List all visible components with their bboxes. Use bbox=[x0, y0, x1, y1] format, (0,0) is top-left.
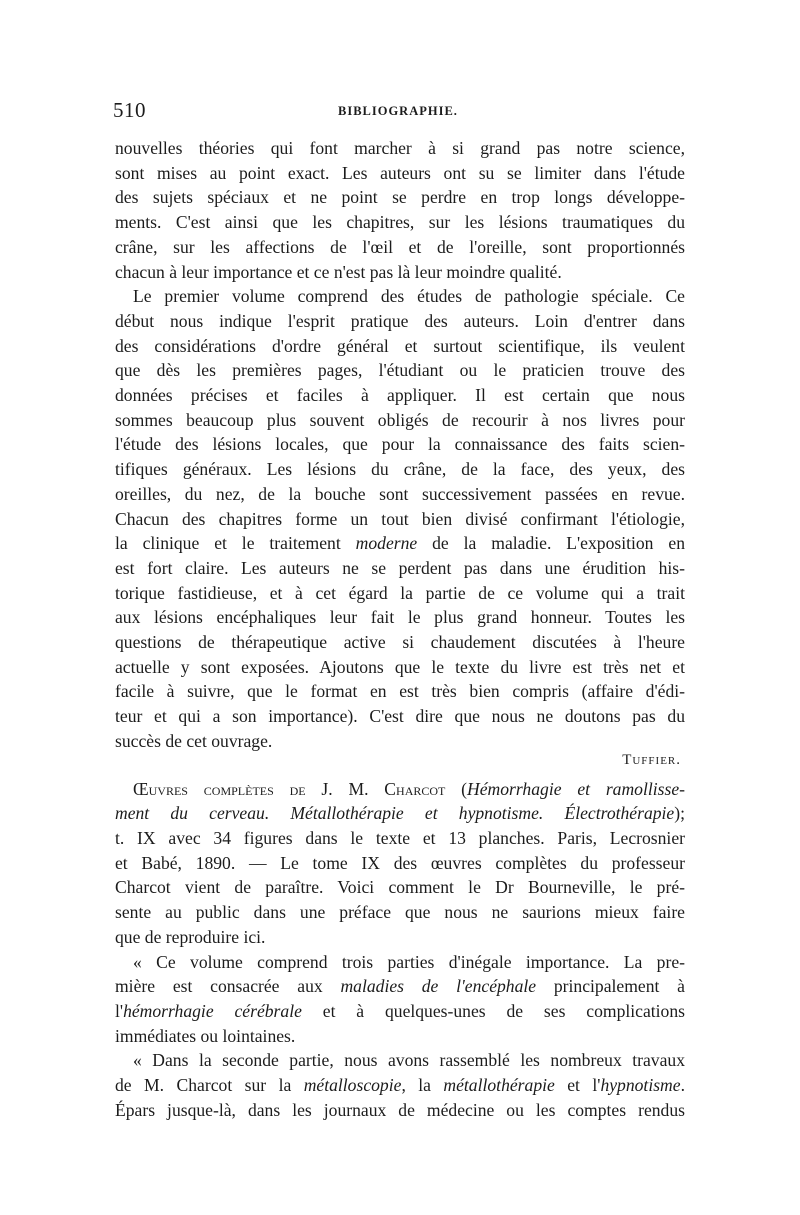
emphasis: hypnotisme bbox=[600, 1075, 681, 1096]
text-line: données précises et faciles à appliquer. Il est certain que nous bbox=[115, 385, 685, 406]
text-line: immédiates ou lointaines. bbox=[115, 1025, 296, 1046]
text-run: ( bbox=[445, 778, 468, 799]
text-run: et l' bbox=[554, 1075, 601, 1096]
page bbox=[115, 98, 685, 1122]
text-line: sommes beaucoup plus souvent obligés de recourir à nos livres pour bbox=[115, 409, 685, 430]
running-head: BIBLIOGRAPHIE. bbox=[338, 104, 458, 118]
text-line: que dès les premières pages, l'étudiant ou le praticien trouve des bbox=[115, 360, 685, 381]
emphasis: moderne bbox=[355, 533, 418, 554]
text-line: torique fastidieuse, et à cet égard la partie de ce volume qui a trait bbox=[115, 582, 685, 603]
text-line bbox=[115, 531, 685, 556]
text-line: « Dans la seconde partie, nous avons rassemblé les nombreux travaux bbox=[133, 1050, 685, 1071]
text-line: l'étude des lésions locales, que pour la connaissance des faits scien- bbox=[115, 434, 685, 455]
text-line: que de reproduire ici. bbox=[115, 926, 266, 947]
text-line: Épars jusque-là, dans les journaux de médecine ou les comptes rendus bbox=[115, 1099, 685, 1120]
text-line: questions de thérapeutique active si chaudement discutées à l'heure bbox=[115, 632, 685, 653]
text-line: facile à suivre, que le format en est très bien compris (affaire d'édi- bbox=[115, 681, 685, 702]
review-1 bbox=[115, 136, 685, 754]
text-line bbox=[115, 1073, 685, 1098]
text-line: sente au public dans une préface que nous ne saurions mieux faire bbox=[115, 902, 685, 923]
text-run: l' bbox=[115, 1000, 124, 1021]
text-run: principalement à bbox=[536, 976, 685, 997]
text-line: succès de cet ouvrage. bbox=[115, 730, 273, 751]
text-line: et Babé, 1890. — Le tome IX des œuvres complètes du professeur bbox=[115, 852, 685, 873]
text-line: chacun à leur importance et ce n'est pas là leur moindre qualité. bbox=[115, 261, 562, 282]
text-run: et à quelques-unes de ses complications bbox=[301, 1000, 685, 1021]
text-line: sont mises au point exact. Les auteurs ont su se limiter dans l'étude bbox=[115, 162, 685, 183]
text-line: tifiques généraux. Les lésions du crâne, de la face, des yeux, des bbox=[115, 459, 685, 480]
page-header bbox=[115, 98, 685, 126]
text-line: oreilles, du nez, de la bouche sont successivement passées en revue. bbox=[115, 483, 685, 504]
text-line: des sujets spéciaux et ne point se perdre en trop longs développe- bbox=[115, 187, 685, 208]
review-2 bbox=[115, 777, 685, 1123]
text-line bbox=[115, 974, 685, 999]
emphasis: métalloscopie bbox=[303, 1075, 402, 1096]
text-line: actuelle y sont exposées. Ajoutons que le texte du livre est très net et bbox=[115, 656, 685, 677]
text-line: t. IX avec 34 figures dans le texte et 13 planches. Paris, Lecrosnier bbox=[115, 827, 685, 848]
text-line: Le premier volume comprend des études de pathologie spéciale. Ce bbox=[133, 286, 685, 307]
text-run: ); bbox=[674, 803, 685, 824]
text-line: teur et qui a son importance). C'est dire que nous ne doutons pas du bbox=[115, 706, 685, 727]
text-line: crâne, sur les affections de l'œil et de l'oreille, sont proportionnés bbox=[115, 236, 685, 257]
text-run: , la bbox=[401, 1075, 444, 1096]
text-line: est fort claire. Les auteurs ne se perdent pas dans une érudition his- bbox=[115, 557, 685, 578]
emphasis: métallothérapie bbox=[443, 1075, 555, 1096]
text-line: ments. C'est ainsi que les chapitres, sur les lésions traumatiques du bbox=[115, 212, 685, 233]
emphasis: maladies de l'encéphale bbox=[340, 976, 537, 997]
text-run: de la maladie. L'exposition en bbox=[417, 533, 685, 554]
text-line: début nous indique l'esprit pratique des auteurs. Loin d'entrer dans bbox=[115, 310, 685, 331]
text-line: des considérations d'ordre général et surtout scientifique, ils veulent bbox=[115, 335, 685, 356]
emphasis: ment du cerveau. Métallothérapie et hypnotisme. Électrothérapie bbox=[115, 803, 675, 824]
emphasis: hémorrhagie cérébrale bbox=[123, 1000, 302, 1021]
text-run: . bbox=[680, 1075, 685, 1096]
book-title: Œuvres complètes de J. M. Charcot bbox=[133, 778, 446, 799]
text-line: Chacun des chapitres forme un tout bien divisé confirmant l'étiologie, bbox=[115, 508, 685, 529]
emphasis: Hémorrhagie et ramollisse- bbox=[467, 778, 685, 799]
text-line: Charcot vient de paraître. Voici comment le Dr Bourneville, le pré- bbox=[115, 877, 685, 898]
text-line: aux lésions encéphaliques leur fait le plus grand honneur. Toutes les bbox=[115, 607, 685, 628]
page-number: 510 bbox=[113, 98, 146, 122]
text-run: la clinique et le traitement bbox=[115, 533, 356, 554]
text-run: de M. Charcot sur la bbox=[115, 1075, 304, 1096]
text-line bbox=[115, 999, 685, 1024]
text-line: « Ce volume comprend trois parties d'inégale importance. La pre- bbox=[133, 951, 685, 972]
text-line bbox=[115, 801, 685, 826]
text-line bbox=[115, 777, 685, 802]
reviewer-signature: Tuffier. bbox=[622, 751, 681, 768]
text-line: nouvelles théories qui font marcher à si grand pas notre science, bbox=[115, 138, 685, 158]
text-run: mière est consacrée aux bbox=[115, 976, 341, 997]
